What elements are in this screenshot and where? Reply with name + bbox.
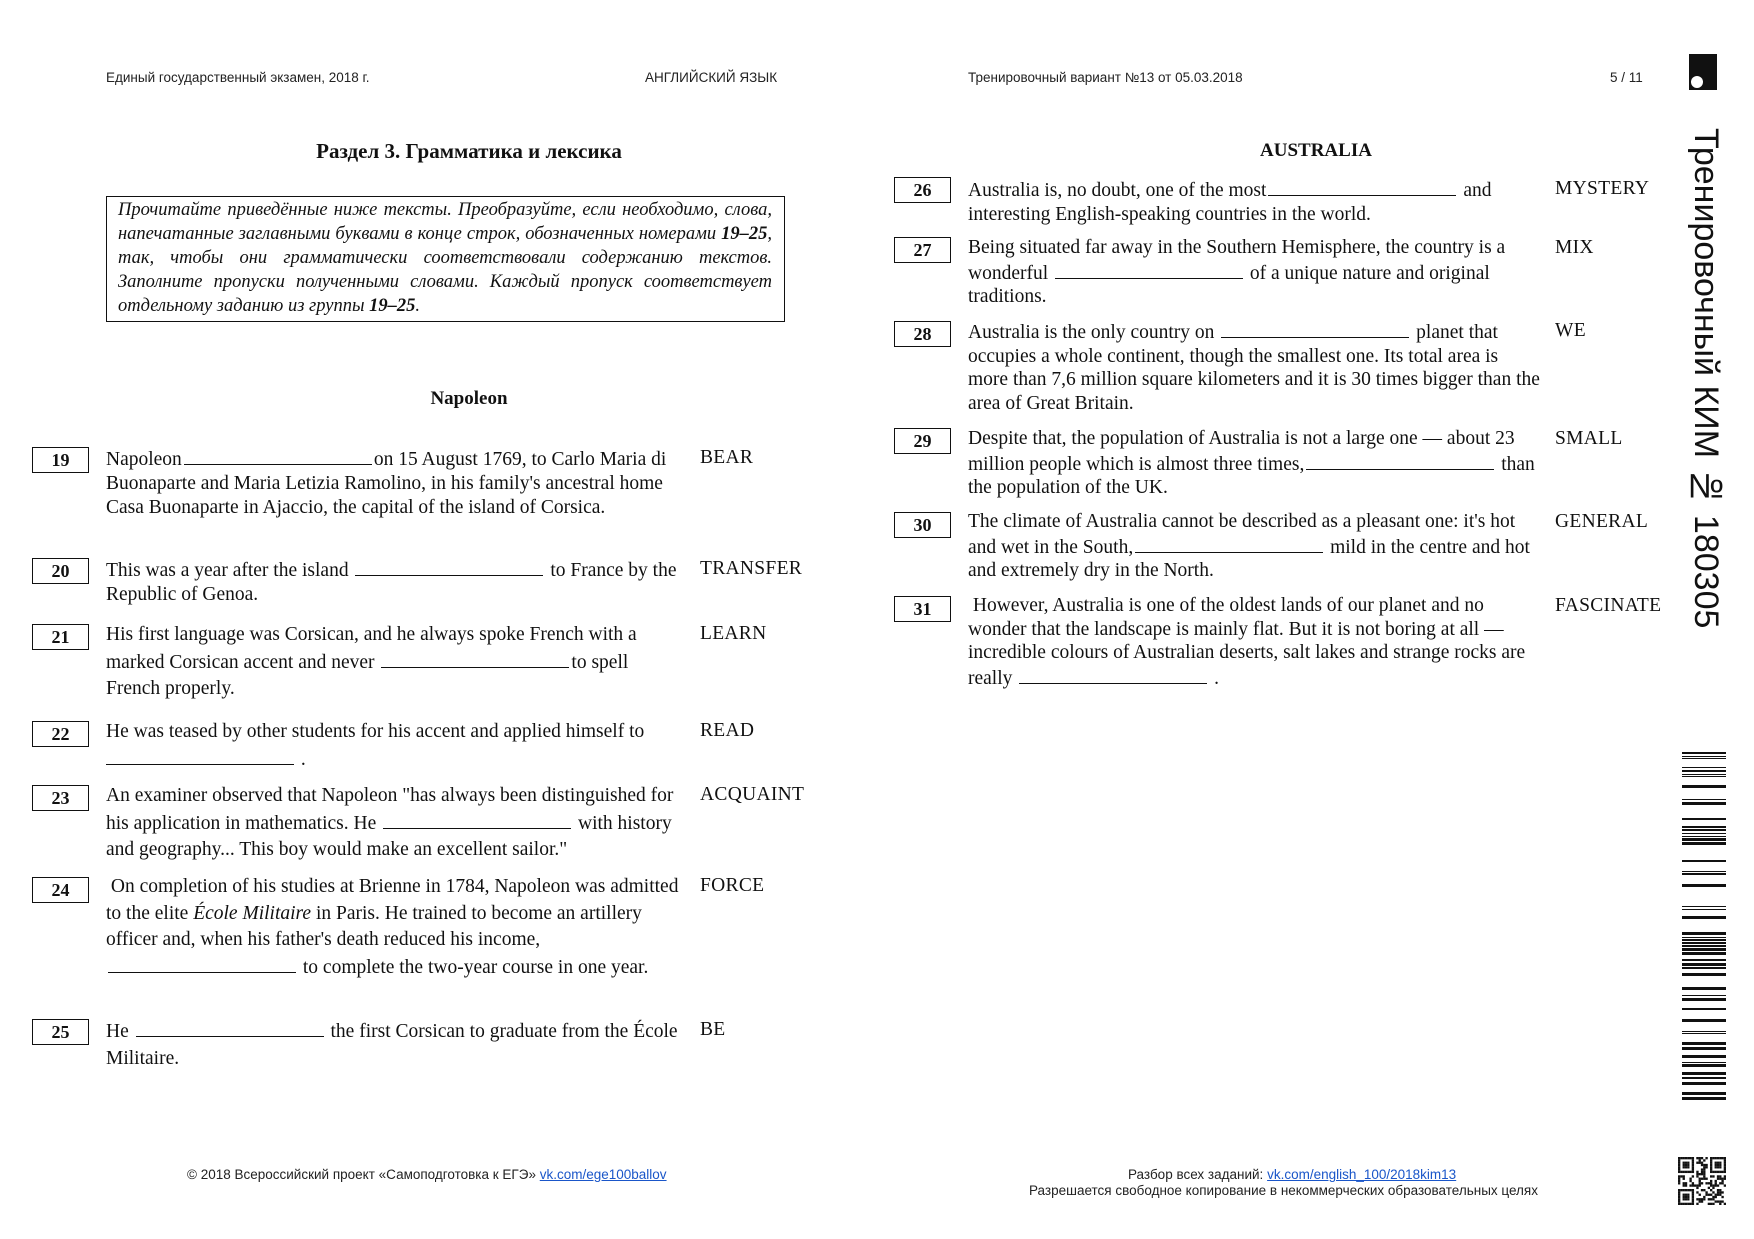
header-page-number: 5 / 11 <box>1610 70 1643 85</box>
australia-title: AUSTRALIA <box>1260 140 1372 161</box>
answer-blank[interactable] <box>108 954 296 973</box>
task-number: 27 <box>894 237 951 263</box>
task-keyword: BE <box>700 1019 726 1040</box>
barcode-icon <box>1682 752 1726 1102</box>
task-text: This was a year after the island to France by the Republic of Genoa. <box>106 557 686 607</box>
answer-blank[interactable] <box>1019 665 1207 684</box>
task-text: He the first Corsican to graduate from the École Militaire. <box>106 1018 686 1072</box>
task-text: The climate of Australia cannot be described as a pleasant one: it's hot and wet in the South, mild in the centre and hot and extremely dry in the North. <box>968 511 1530 581</box>
footer-analysis: Разбор всех заданий: vk.com/english_100/2018kim13 <box>1128 1167 1457 1182</box>
side-title: Тренировочный КИМ № 180305 <box>1687 128 1725 629</box>
task-text: On completion of his studies at Brienne in 1784, Napoleon was admitted to the elite École Militaire in Paris. He trained to become an artillery officer and, when his father's death reduced his income, to complete the two-year course in one year. <box>106 876 679 978</box>
task-number: 19 <box>32 447 89 473</box>
task-keyword: BEAR <box>700 447 754 468</box>
answer-blank[interactable] <box>1135 534 1323 553</box>
answer-blank[interactable] <box>355 557 543 576</box>
task-number: 31 <box>894 596 951 622</box>
task-number: 20 <box>32 558 89 584</box>
footer-license: Разрешается свободное копирование в некоммерческих образовательных целях <box>1029 1183 1538 1198</box>
task-number: 26 <box>894 177 951 203</box>
footer-link-analysis[interactable]: vk.com/english_100/2018kim13 <box>1267 1167 1457 1182</box>
answer-blank[interactable] <box>1221 319 1409 338</box>
task-number: 21 <box>32 624 89 650</box>
task-keyword: WE <box>1555 320 1586 341</box>
qr-code-icon <box>1678 1157 1726 1205</box>
task-number: 22 <box>32 721 89 747</box>
header-exam-title: Единый государственный экзамен, 2018 г. <box>106 70 370 85</box>
answer-blank[interactable] <box>1306 451 1494 470</box>
answer-blank[interactable] <box>106 746 294 765</box>
answer-blank[interactable] <box>136 1018 324 1037</box>
task-number: 28 <box>894 321 951 347</box>
task-keyword: LEARN <box>700 623 767 644</box>
task-keyword: READ <box>700 720 755 741</box>
answer-blank[interactable] <box>184 446 372 465</box>
answer-blank[interactable] <box>1055 260 1243 279</box>
section-title: Раздел 3. Грамматика и лексика <box>316 139 622 163</box>
header-subject: АНГЛИЙСКИЙ ЯЗЫК <box>645 70 778 85</box>
task-keyword: FASCINATE <box>1555 595 1662 616</box>
task-number: 30 <box>894 512 951 538</box>
task-keyword: GENERAL <box>1555 511 1649 532</box>
task-text: His first language was Corsican, and he always spoke French with a marked Corsican accent and never to spell French properly. <box>106 624 637 699</box>
header-variant: Тренировочный вариант №13 от 05.03.2018 <box>968 70 1243 85</box>
task-keyword: ACQUAINT <box>700 784 805 805</box>
task-text: Despite that, the population of Australia is not a large one — about 23 million people which is almost three times, than the population of the UK. <box>968 428 1535 498</box>
task-text: However, Australia is one of the oldest lands of our planet and no wonder that the landscape is mainly flat. But it is not boring at all — incredible colours of Australian deserts, salt lakes and strange rocks are really . <box>968 595 1526 689</box>
answer-blank[interactable] <box>383 810 571 829</box>
task-text: Napoleon on 15 August 1769, to Carlo Maria di Buonaparte and Maria Letizia Ramolino, in his family's ancestral home Casa Buonaparte in Ajaccio, the capital of the island of Corsica. <box>106 446 686 520</box>
task-keyword: FORCE <box>700 875 765 896</box>
corner-marker-icon <box>1689 54 1717 90</box>
napoleon-title: Napoleon <box>430 388 508 409</box>
task-text: Being situated far away in the Southern Hemisphere, the country is a wonderful of a unique nature and original traditions. <box>968 237 1506 307</box>
footer-link-project[interactable]: vk.com/ege100ballov <box>539 1167 667 1182</box>
task-text: He was teased by other students for his accent and applied himself to . <box>106 721 645 770</box>
task-number: 23 <box>32 785 89 811</box>
answer-blank[interactable] <box>381 649 569 668</box>
task-number: 29 <box>894 428 951 454</box>
footer-copyright: © 2018 Всероссийский проект «Самоподготовка к ЕГЭ» vk.com/ege100ballov <box>187 1167 667 1182</box>
answer-blank[interactable] <box>1268 177 1456 196</box>
task-text: An examiner observed that Napoleon "has always been distinguished for his application in mathematics. He with history and geography... This boy would make an excellent sailor." <box>106 785 674 860</box>
instructions-box: Прочитайте приведённые ниже тексты. Преобразуйте, если необходимо, слова, напечатанные заглавными буквами в конце строк, обозначенных номерами 19–25, так, чтобы они грамматически соответствовали содержанию текстов. Заполните пропуски полученными словами. Каждый пропуск соответствует отдельному заданию из группы 19–25. <box>106 196 785 322</box>
task-number: 24 <box>32 877 89 903</box>
task-text: Australia is the only country on planet that occupies a whole continent, though the smallest one. Its total area is more than 7,6 million square kilometers and it is 30 times bigger than the area of Great Britain. <box>968 319 1543 415</box>
task-text: Australia is, no doubt, one of the most and interesting English-speaking countries in the world. <box>968 177 1548 226</box>
task-keyword: MYSTERY <box>1555 178 1650 199</box>
task-keyword: TRANSFER <box>700 558 803 579</box>
task-keyword: SMALL <box>1555 428 1623 449</box>
task-number: 25 <box>32 1019 89 1045</box>
task-keyword: MIX <box>1555 237 1594 258</box>
